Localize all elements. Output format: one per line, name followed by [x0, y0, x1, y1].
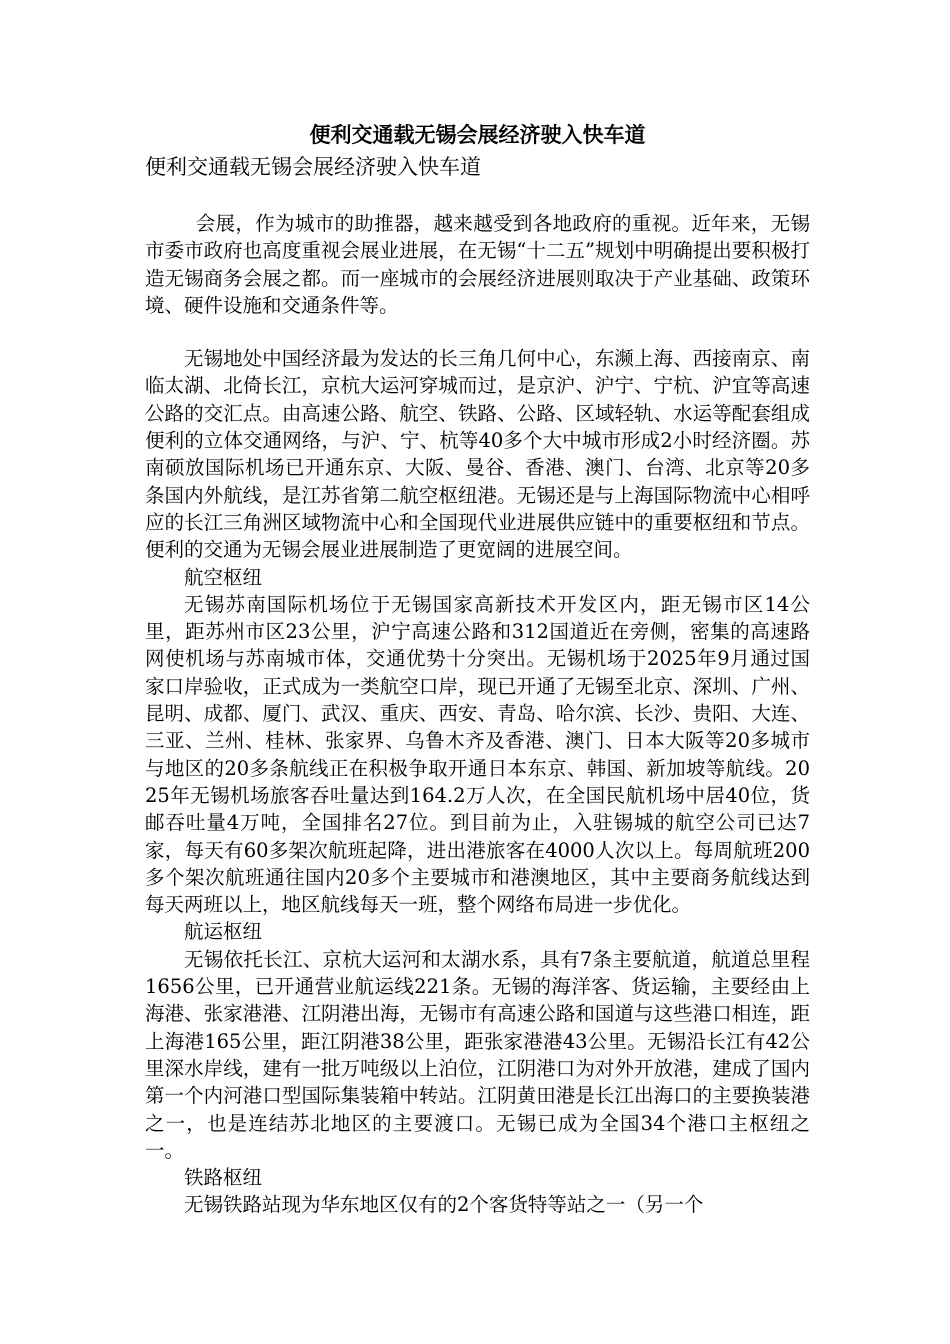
document-subtitle: 便利交通载无锡会展经济驶入快车道 — [145, 155, 481, 179]
section-heading-railway: 铁路枢纽 — [184, 1166, 263, 1190]
document-page — [145, 118, 810, 1219]
intro-paragraph: 无锡地处中国经济最为发达的长三角几何中心，东濒上海、西接南京、南临太湖、北倚长江，京杭大运河穿城而过，是京沪、沪宁、宁杭、沪宜等高速公路的交汇点。由高速公路、航空、铁路、公路、区域轻轨、水运等配套组成便利的立体交通网络，与沪、宁、杭等40多个大中城市形成2小时经济圈。苏南硕放国际机场已开通东京、大阪、曼谷、香港、澳门、台湾、北京等20多条国内外航线，是江苏省第二航空枢纽港。无锡还是与上海国际物流中心相呼应的长江三角洲区域物流中心和全国现代业进展供应链中的重要枢纽和节点。便利的交通为无锡会展业进展制造了更宽阔的进展空间。 — [145, 347, 810, 562]
document-title: 便利交通载无锡会展经济驶入快车道 — [309, 122, 646, 147]
section-body-railway: 无锡铁路站现为华东地区仅有的2个客货特等站之一（另一个 — [184, 1193, 704, 1217]
section-heading-aviation: 航空枢纽 — [184, 565, 263, 589]
section-heading-shipping: 航运枢纽 — [184, 920, 263, 944]
section-body-shipping: 无锡依托长江、京杭大运河和太湖水系，具有7条主要航道，航道总里程1656公里，已开通营业航运线221条。无锡的海洋客、货运输，主要经由上海港、张家港港、江阴港出海，无锡市有高速公路和国道与这些港口相连，距上海港165公里，距江阴港38公里，距张家港港43公里。无锡沿长江有42公里深水岸线，建有一批万吨级以上泊位，江阴港口为对外开放港，建成了国内第一个内河港口型国际集装箱中转站。江阴黄田港是长江出海口的主要换装港之一，也是连结苏北地区的主要渡口。无锡已成为全国34个港口主枢纽之一。 — [145, 947, 810, 1162]
section-body-aviation: 无锡苏南国际机场位于无锡国家高新技术开发区内，距无锡市区14公里，距苏州市区23公里，沪宁高速公路和312国道近在旁侧，密集的高速路网使机场与苏南城市体，交通优势十分突出。无锡机场于2025年9月通过国家口岸验收，正式成为一类航空口岸，现已开通了无锡至北京、深圳、广州、昆明、成都、厦门、武汉、重庆、西安、青岛、哈尔滨、长沙、贵阳、大连、三亚、兰州、桂林、张家界、乌鲁木齐及香港、澳门、日本大阪等20多城市与地区的20多条航线正在积极争取开通日本东京、韩国、新加坡等航线。2025年无锡机场旅客吞吐量达到164.2万人次，在全国民航机场中居40位，货邮吞吐量4万吨，全国排名27位。到目前为止，入驻锡城的航空公司已达7家，每天有60多架次航班起降，进出港旅客在4000人次以上。每周航班200多个架次航班通往国内20多个主要城市和港澳地区，其中主要商务航线达到每天两班以上，地区航线每天一班，整个网络布局进一步优化。 — [145, 592, 810, 917]
intro-paragraph: 会展，作为城市的助推器，越来越受到各地政府的重视。近年来，无锡市委市政府也高度重视会展业进展，在无锡“十二五”规划中明确提出要积极打造无锡商务会展之都。而一座城市的会展经济进展则取决于产业基础、政策环境、硬件设施和交通条件等。 — [145, 212, 810, 317]
